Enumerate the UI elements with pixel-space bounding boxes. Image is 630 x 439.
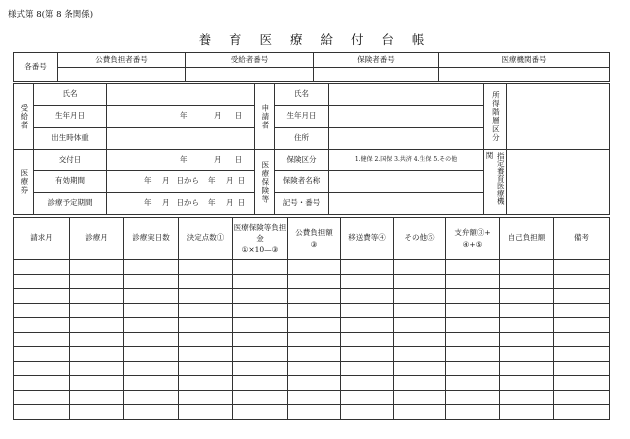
table-cell[interactable] [394, 361, 446, 376]
table-cell[interactable] [341, 274, 394, 289]
table-cell[interactable] [500, 405, 554, 420]
person-info-table [13, 83, 610, 215]
table-cell[interactable] [446, 361, 500, 376]
table-cell[interactable] [233, 260, 288, 275]
table-cell[interactable] [179, 289, 233, 304]
table-cell[interactable] [446, 376, 500, 391]
table-cell[interactable] [288, 347, 341, 362]
applicant-birth-label: 生年月日 [275, 106, 329, 128]
table-cell[interactable] [394, 274, 446, 289]
month-label: 月 [226, 176, 234, 186]
table-cell[interactable] [179, 332, 233, 347]
table-cell[interactable] [179, 390, 233, 405]
table-cell[interactable] [233, 318, 288, 333]
table-cell[interactable] [341, 303, 394, 318]
table-cell[interactable] [446, 318, 500, 333]
month-label: 月 [162, 198, 170, 208]
table-cell[interactable] [70, 376, 124, 391]
table-cell[interactable] [446, 405, 500, 420]
table-cell[interactable] [70, 390, 124, 405]
recipient-number-label: 受給者番号 [186, 53, 314, 68]
table-cell[interactable] [179, 274, 233, 289]
table-cell[interactable] [288, 332, 341, 347]
from-label: 日から [176, 176, 199, 186]
table-cell[interactable] [233, 289, 288, 304]
table-cell[interactable] [394, 390, 446, 405]
header-self-burden: 自己負担額 [500, 218, 554, 260]
table-cell[interactable] [233, 274, 288, 289]
table-cell[interactable] [394, 347, 446, 362]
table-cell[interactable] [14, 274, 70, 289]
table-cell[interactable] [179, 260, 233, 275]
applicant-name-field[interactable] [329, 84, 484, 106]
table-cell[interactable] [233, 332, 288, 347]
table-cell[interactable] [341, 289, 394, 304]
treatment-period-label: 診療予定期間 [34, 193, 107, 215]
table-cell[interactable] [341, 318, 394, 333]
insurance-section-label: 医療保険等 [260, 160, 270, 204]
year-label: 年 [144, 198, 152, 208]
table-cell[interactable] [341, 390, 394, 405]
table-cell[interactable] [394, 332, 446, 347]
table-cell[interactable] [554, 347, 610, 362]
table-cell[interactable] [500, 289, 554, 304]
month-label: 月 [162, 176, 170, 186]
applicant-birth-field[interactable] [329, 106, 484, 128]
header-decided-points: 決定点数① [179, 218, 233, 260]
table-cell[interactable] [288, 405, 341, 420]
table-cell[interactable] [394, 260, 446, 275]
applicant-address-label: 住所 [275, 128, 329, 150]
table-cell[interactable] [124, 318, 179, 333]
insurer-number-field[interactable] [314, 68, 439, 82]
table-cell[interactable] [124, 274, 179, 289]
table-cell[interactable] [394, 376, 446, 391]
table-cell[interactable] [288, 274, 341, 289]
table-cell[interactable] [124, 390, 179, 405]
month-label: 月 [214, 111, 222, 121]
table-cell[interactable] [124, 260, 179, 275]
header-remarks: 備考 [554, 218, 610, 260]
header-payment-amount: 支弁額③+ ④+⑤ [446, 218, 500, 260]
table-cell[interactable] [179, 303, 233, 318]
table-cell[interactable] [394, 405, 446, 420]
issue-date-label: 交付日 [34, 150, 107, 171]
table-cell[interactable] [341, 405, 394, 420]
table-cell[interactable] [554, 405, 610, 420]
symbol-number-label: 記号・番号 [275, 193, 329, 215]
table-row [14, 347, 610, 362]
year-label: 年 [208, 198, 216, 208]
header-transport-cost: 移送費等④ [341, 218, 394, 260]
table-cell[interactable] [446, 260, 500, 275]
table-cell[interactable] [233, 405, 288, 420]
table-cell[interactable] [341, 260, 394, 275]
table-cell[interactable] [394, 289, 446, 304]
month-label: 月 [226, 198, 234, 208]
institution-field[interactable] [507, 150, 610, 215]
table-cell[interactable] [500, 260, 554, 275]
table-cell[interactable] [70, 332, 124, 347]
treatment-period-field[interactable] [107, 193, 255, 215]
month-label: 月 [214, 154, 222, 164]
billing-table [13, 217, 610, 420]
recipient-section-label: 受給者 [19, 103, 29, 130]
insurer-name-label: 保険者名称 [275, 171, 329, 193]
recipient-name-field[interactable] [107, 84, 255, 106]
public-payer-number-field[interactable] [58, 68, 186, 82]
table-row [14, 318, 610, 333]
table-cell[interactable] [446, 274, 500, 289]
table-cell[interactable] [124, 405, 179, 420]
header-treatment-month: 診療月 [70, 218, 124, 260]
table-cell[interactable] [554, 361, 610, 376]
number-table [13, 52, 610, 82]
day-label: 日 [234, 154, 243, 164]
header-other: その他⑤ [394, 218, 446, 260]
medical-institution-number-field[interactable] [439, 68, 610, 82]
table-cell[interactable] [124, 303, 179, 318]
year-label: 年 [208, 176, 216, 186]
table-cell[interactable] [70, 303, 124, 318]
table-cell[interactable] [233, 303, 288, 318]
table-cell[interactable] [14, 347, 70, 362]
valid-period-field[interactable] [107, 171, 255, 193]
insurance-type-label: 保険区分 [275, 150, 329, 171]
recipient-number-field[interactable] [186, 68, 314, 82]
table-cell[interactable] [446, 390, 500, 405]
birth-weight-field[interactable] [107, 128, 255, 150]
table-cell[interactable] [124, 376, 179, 391]
table-cell[interactable] [341, 376, 394, 391]
header-public-burden: 公費負担額 ③ [288, 218, 341, 260]
day-label: 日 [237, 198, 246, 208]
table-cell[interactable] [70, 405, 124, 420]
table-cell[interactable] [446, 303, 500, 318]
table-cell[interactable] [70, 361, 124, 376]
table-cell[interactable] [70, 347, 124, 362]
income-bracket-field[interactable] [507, 84, 610, 150]
applicant-section-label: 申請者 [260, 103, 270, 130]
table-cell[interactable] [288, 318, 341, 333]
table-row [14, 376, 610, 391]
symbol-number-field[interactable] [329, 193, 484, 215]
applicant-address-field[interactable] [329, 128, 484, 150]
table-cell[interactable] [14, 361, 70, 376]
table-row [14, 289, 610, 304]
table-cell[interactable] [500, 390, 554, 405]
table-cell[interactable] [554, 303, 610, 318]
day-label: 日 [234, 111, 243, 121]
applicant-name-label: 氏名 [275, 84, 329, 106]
table-cell[interactable] [288, 376, 341, 391]
table-cell[interactable] [179, 347, 233, 362]
table-cell[interactable] [14, 332, 70, 347]
table-cell[interactable] [179, 405, 233, 420]
table-cell[interactable] [446, 289, 500, 304]
table-cell[interactable] [124, 347, 179, 362]
valid-period-label: 有効期間 [34, 171, 107, 193]
numbers-label: 各番号 [14, 53, 58, 82]
table-cell[interactable] [554, 260, 610, 275]
birth-weight-label: 出生時体重 [34, 128, 107, 150]
table-cell[interactable] [500, 361, 554, 376]
header-billing-month: 請求月 [14, 218, 70, 260]
table-cell[interactable] [554, 332, 610, 347]
table-cell[interactable] [394, 318, 446, 333]
table-cell[interactable] [500, 376, 554, 391]
table-cell[interactable] [70, 318, 124, 333]
table-cell[interactable] [70, 274, 124, 289]
year-label: 年 [180, 154, 188, 164]
table-cell[interactable] [124, 361, 179, 376]
insurer-number-label: 保険者番号 [314, 53, 439, 68]
institution-label-kan: 関 [485, 151, 494, 160]
recipient-birth-date-field[interactable] [107, 106, 255, 128]
table-row [14, 332, 610, 347]
table-cell[interactable] [14, 289, 70, 304]
table-cell[interactable] [288, 303, 341, 318]
table-cell[interactable] [14, 405, 70, 420]
medical-institution-number-label: 医療機関番号 [439, 53, 610, 68]
table-cell[interactable] [233, 347, 288, 362]
table-cell[interactable] [14, 260, 70, 275]
institution-label: 指定養育医療機 [496, 152, 506, 205]
table-cell[interactable] [179, 318, 233, 333]
recipient-name-label: 氏名 [34, 84, 107, 106]
table-cell[interactable] [179, 361, 233, 376]
insurer-name-field[interactable] [329, 171, 484, 193]
table-cell[interactable] [554, 376, 610, 391]
table-row [14, 361, 610, 376]
issue-date-field[interactable] [107, 150, 255, 171]
table-cell[interactable] [124, 289, 179, 304]
table-cell[interactable] [14, 376, 70, 391]
table-cell[interactable] [554, 390, 610, 405]
table-cell[interactable] [179, 376, 233, 391]
table-cell[interactable] [500, 347, 554, 362]
recipient-birth-label: 生年月日 [34, 106, 107, 128]
table-cell[interactable] [446, 347, 500, 362]
table-cell[interactable] [14, 390, 70, 405]
table-cell[interactable] [233, 390, 288, 405]
table-cell[interactable] [124, 332, 179, 347]
table-row [14, 260, 610, 275]
from-label: 日から [176, 198, 199, 208]
table-row [14, 405, 610, 420]
table-row [14, 274, 610, 289]
insurance-type-options[interactable]: 1.健保 2.国保 3.共済 4.生保 5.その他 [329, 150, 484, 171]
day-label: 日 [237, 176, 246, 186]
ticket-section-label: 医療券 [19, 169, 29, 195]
table-cell[interactable] [288, 361, 341, 376]
income-bracket-label: 所得階層区分 [491, 91, 501, 142]
table-cell[interactable] [70, 260, 124, 275]
table-cell[interactable] [394, 303, 446, 318]
year-label: 年 [144, 176, 152, 186]
table-cell[interactable] [233, 361, 288, 376]
table-cell[interactable] [288, 289, 341, 304]
header-insurance-burden: 医療保険等負担金 ①×10—③ [233, 218, 288, 260]
table-cell[interactable] [288, 390, 341, 405]
table-cell[interactable] [288, 260, 341, 275]
header-treatment-days: 診療実日数 [124, 218, 179, 260]
public-payer-number-label: 公費負担者番号 [58, 53, 186, 68]
table-cell[interactable] [554, 289, 610, 304]
year-label: 年 [180, 111, 188, 121]
table-cell[interactable] [341, 361, 394, 376]
table-cell[interactable] [500, 318, 554, 333]
form-number: 様式第 8(第 8 条関係) [8, 10, 94, 20]
table-cell[interactable] [554, 318, 610, 333]
table-cell[interactable] [70, 289, 124, 304]
table-cell[interactable] [500, 274, 554, 289]
page-title: 養 育 医 療 給 付 台 帳 [198, 32, 432, 47]
table-cell[interactable] [554, 274, 610, 289]
table-cell[interactable] [446, 332, 500, 347]
table-cell[interactable] [341, 347, 394, 362]
table-cell[interactable] [341, 332, 394, 347]
table-row [14, 390, 610, 405]
table-cell[interactable] [14, 303, 70, 318]
table-cell[interactable] [500, 303, 554, 318]
table-cell[interactable] [500, 332, 554, 347]
table-cell[interactable] [14, 318, 70, 333]
table-cell[interactable] [233, 376, 288, 391]
table-row [14, 303, 610, 318]
